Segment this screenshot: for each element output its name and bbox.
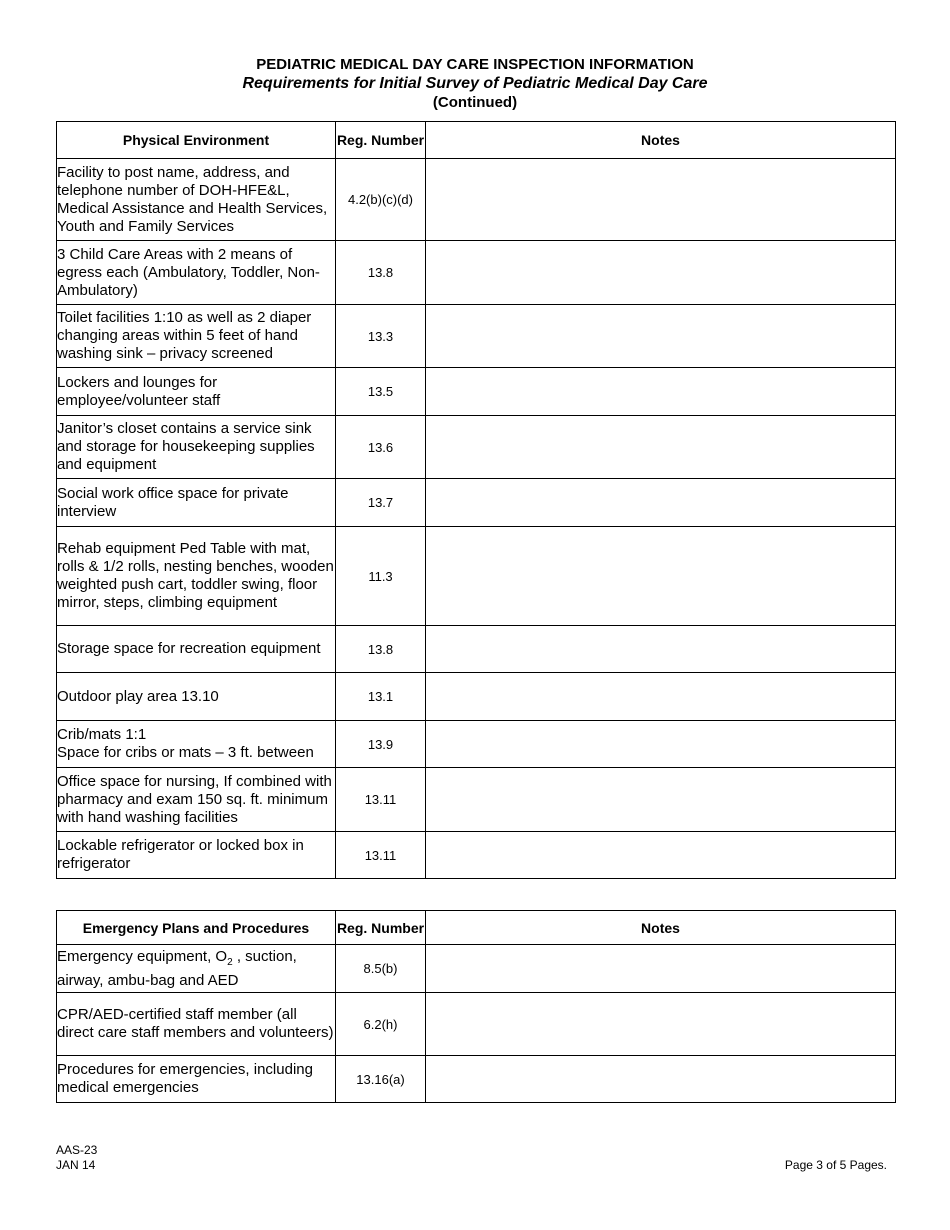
reg-number: 8.5(b) bbox=[336, 945, 426, 993]
table-header-row bbox=[57, 122, 896, 159]
reg-number: 13.16(a) bbox=[336, 1056, 426, 1103]
form-date: JAN 14 bbox=[56, 1158, 96, 1172]
notes-cell[interactable] bbox=[426, 673, 896, 721]
table-row bbox=[57, 832, 896, 879]
subscript: 2 bbox=[227, 956, 233, 968]
continued-label: (Continued) bbox=[432, 94, 518, 111]
table-row bbox=[57, 993, 896, 1056]
reg-number: 13.11 bbox=[336, 832, 426, 879]
reg-number: 13.1 bbox=[336, 673, 426, 721]
reg-number: 13.6 bbox=[336, 416, 426, 479]
notes-cell[interactable] bbox=[426, 945, 896, 993]
page-number: Page 3 of 5 Pages. bbox=[784, 1158, 887, 1172]
notes-cell[interactable] bbox=[426, 159, 896, 241]
requirement-text: Outdoor play area 13.10 bbox=[57, 673, 336, 721]
requirement-text: CPR/AED-certified staff member (all direct care staff members and volunteers) bbox=[57, 993, 336, 1056]
table-row bbox=[57, 721, 896, 768]
notes-cell[interactable] bbox=[426, 768, 896, 832]
requirement-text bbox=[57, 721, 336, 768]
col-header-notes: Notes bbox=[426, 122, 896, 159]
table-row bbox=[57, 527, 896, 626]
notes-cell[interactable] bbox=[426, 479, 896, 527]
requirement-text: Storage space for recreation equipment bbox=[57, 626, 336, 673]
requirement-text bbox=[57, 945, 336, 993]
page-header bbox=[0, 55, 950, 112]
table-row bbox=[57, 479, 896, 527]
notes-cell[interactable] bbox=[426, 626, 896, 673]
requirement-text: Lockers and lounges for employee/volunteer staff bbox=[57, 368, 336, 416]
notes-cell[interactable] bbox=[426, 368, 896, 416]
table-header-row bbox=[57, 911, 896, 945]
reg-number: 11.3 bbox=[336, 527, 426, 626]
table-row bbox=[57, 159, 896, 241]
requirement-text: 3 Child Care Areas with 2 means of egress each (Ambulatory, Toddler, Non-Ambulatory) bbox=[57, 241, 336, 305]
requirement-text: Lockable refrigerator or locked box in refrigerator bbox=[57, 832, 336, 879]
col-header-notes: Notes bbox=[426, 911, 896, 945]
page-subtitle: Requirements for Initial Survey of Pediatric Medical Day Care bbox=[242, 75, 708, 92]
requirement-text-part: , suction, airway, ambu-bag and AED bbox=[57, 947, 297, 989]
col-header-reg: Reg. Number bbox=[336, 122, 426, 159]
form-id: AAS-23 bbox=[56, 1143, 98, 1157]
requirement-text: Procedures for emergencies, including medical emergencies bbox=[57, 1056, 336, 1103]
table-row bbox=[57, 768, 896, 832]
physical-environment-table bbox=[56, 121, 896, 879]
table-row bbox=[57, 368, 896, 416]
requirement-text: Rehab equipment Ped Table with mat, rolls & 1/2 rolls, nesting benches, wooden weighted push cart, toddler swing, floor mirror, steps, climbing equipment bbox=[57, 527, 336, 626]
reg-number: 13.3 bbox=[336, 305, 426, 368]
reg-number: 13.11 bbox=[336, 768, 426, 832]
table-row bbox=[57, 626, 896, 673]
table-row bbox=[57, 673, 896, 721]
table-row bbox=[57, 416, 896, 479]
col-header-item: Emergency Plans and Procedures bbox=[57, 911, 336, 945]
table-row bbox=[57, 1056, 896, 1103]
requirement-text: Toilet facilities 1:10 as well as 2 diaper changing areas within 5 feet of hand washing sink – privacy screened bbox=[57, 305, 336, 368]
col-header-reg: Reg. Number bbox=[336, 911, 426, 945]
requirement-line: Crib/mats 1:1 bbox=[57, 726, 147, 743]
requirement-text: Facility to post name, address, and telephone number of DOH-HFE&L, Medical Assistance and Health Services, Youth and Family Services bbox=[57, 159, 336, 241]
notes-cell[interactable] bbox=[426, 241, 896, 305]
reg-number: 13.8 bbox=[336, 241, 426, 305]
notes-cell[interactable] bbox=[426, 721, 896, 768]
notes-cell[interactable] bbox=[426, 832, 896, 879]
reg-number: 4.2(b)(c)(d) bbox=[336, 159, 426, 241]
reg-number: 13.9 bbox=[336, 721, 426, 768]
notes-cell[interactable] bbox=[426, 416, 896, 479]
page-title: PEDIATRIC MEDICAL DAY CARE INSPECTION INFORMATION bbox=[256, 56, 694, 73]
requirement-text: Social work office space for private interview bbox=[57, 479, 336, 527]
notes-cell[interactable] bbox=[426, 993, 896, 1056]
requirement-text: Office space for nursing, If combined with pharmacy and exam 150 sq. ft. minimum with hand washing facilities bbox=[57, 768, 336, 832]
table-row bbox=[57, 305, 896, 368]
col-header-item: Physical Environment bbox=[57, 122, 336, 159]
requirement-line: Space for cribs or mats – 3 ft. between bbox=[57, 744, 314, 761]
notes-cell[interactable] bbox=[426, 305, 896, 368]
reg-number: 13.8 bbox=[336, 626, 426, 673]
reg-number: 13.5 bbox=[336, 368, 426, 416]
table-row bbox=[57, 241, 896, 305]
notes-cell[interactable] bbox=[426, 1056, 896, 1103]
table-row bbox=[57, 945, 896, 993]
emergency-plans-table bbox=[56, 910, 896, 1103]
requirement-text-part: Emergency equipment, O bbox=[57, 947, 228, 965]
reg-number: 13.7 bbox=[336, 479, 426, 527]
footer-form-info bbox=[56, 1143, 97, 1173]
notes-cell[interactable] bbox=[426, 527, 896, 626]
reg-number: 6.2(h) bbox=[336, 993, 426, 1056]
requirement-text: Janitor’s closet contains a service sink and storage for housekeeping supplies and equipment bbox=[57, 416, 336, 479]
